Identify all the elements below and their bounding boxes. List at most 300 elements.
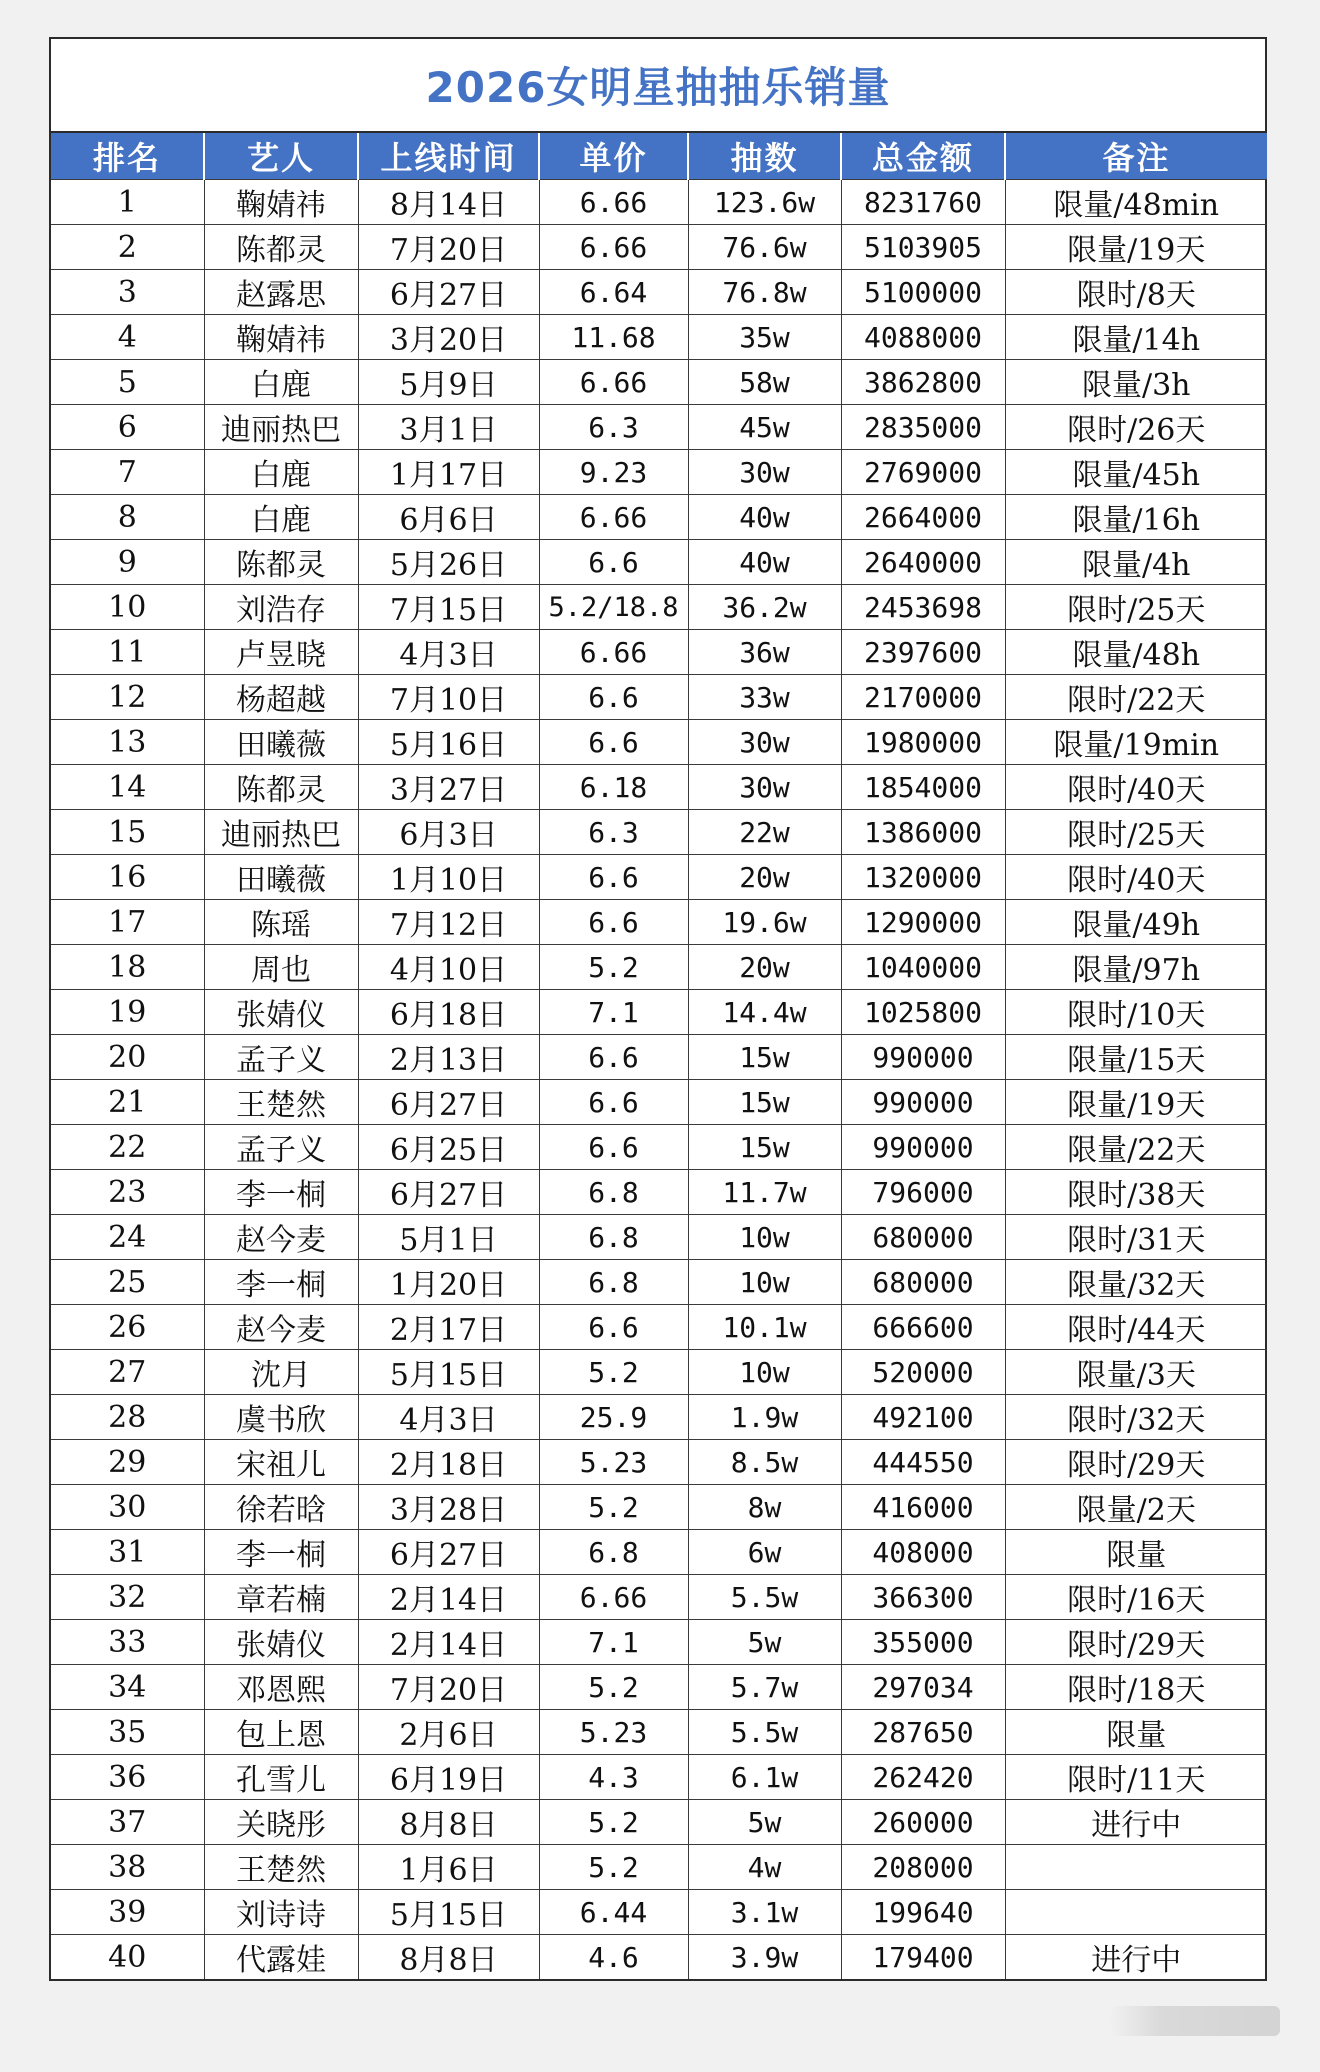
rank-cell: 17 <box>51 900 204 945</box>
draw-count-cell: 20w <box>688 855 841 900</box>
table-row <box>51 1710 1267 1755</box>
draw-count-cell: 10w <box>688 1350 841 1395</box>
unit-price-cell: 4.3 <box>539 1755 688 1800</box>
draw-count-cell: 6w <box>688 1530 841 1575</box>
artist-cell: 赵今麦 <box>204 1305 358 1350</box>
rank-cell: 37 <box>51 1800 204 1845</box>
launch-date-cell: 2月17日 <box>358 1305 539 1350</box>
note-cell: 限时/40天 <box>1005 855 1267 900</box>
artist-cell: 李一桐 <box>204 1260 358 1305</box>
launch-date-cell: 1月6日 <box>358 1845 539 1890</box>
unit-price-cell: 6.8 <box>539 1530 688 1575</box>
artist-cell: 李一桐 <box>204 1530 358 1575</box>
table-row <box>51 315 1267 360</box>
draw-count-cell: 8w <box>688 1485 841 1530</box>
artist-cell: 宋祖儿 <box>204 1440 358 1485</box>
rank-cell: 27 <box>51 1350 204 1395</box>
artist-cell: 徐若晗 <box>204 1485 358 1530</box>
launch-date-cell: 6月27日 <box>358 1170 539 1215</box>
unit-price-cell: 5.2 <box>539 1350 688 1395</box>
note-cell: 限量/48min <box>1005 180 1267 225</box>
rank-cell: 2 <box>51 225 204 270</box>
sales-table-sheet <box>49 37 1267 1981</box>
rank-cell: 3 <box>51 270 204 315</box>
unit-price-cell: 7.1 <box>539 1620 688 1665</box>
table-row <box>51 1215 1267 1260</box>
launch-date-cell: 5月16日 <box>358 720 539 765</box>
artist-cell: 周也 <box>204 945 358 990</box>
note-cell: 限量 <box>1005 1530 1267 1575</box>
rank-cell: 7 <box>51 450 204 495</box>
table-row <box>51 405 1267 450</box>
total-amount-cell: 8231760 <box>841 180 1005 225</box>
launch-date-cell: 6月25日 <box>358 1125 539 1170</box>
rank-cell: 8 <box>51 495 204 540</box>
unit-price-cell: 9.23 <box>539 450 688 495</box>
launch-date-cell: 2月18日 <box>358 1440 539 1485</box>
draw-count-cell: 45w <box>688 405 841 450</box>
launch-date-cell: 2月14日 <box>358 1620 539 1665</box>
total-amount-cell: 990000 <box>841 1125 1005 1170</box>
rank-cell: 25 <box>51 1260 204 1305</box>
total-amount-cell: 2664000 <box>841 495 1005 540</box>
note-cell: 限时/22天 <box>1005 675 1267 720</box>
draw-count-cell: 10.1w <box>688 1305 841 1350</box>
note-cell: 限时/29天 <box>1005 1440 1267 1485</box>
note-cell: 限量/2天 <box>1005 1485 1267 1530</box>
blurred-watermark <box>1110 2006 1280 2036</box>
artist-cell: 王楚然 <box>204 1080 358 1125</box>
artist-cell: 章若楠 <box>204 1575 358 1620</box>
artist-cell: 陈都灵 <box>204 540 358 585</box>
note-cell: 限时/8天 <box>1005 270 1267 315</box>
draw-count-cell: 58w <box>688 360 841 405</box>
unit-price-cell: 6.66 <box>539 495 688 540</box>
header-launch-date: 上线时间 <box>358 133 539 180</box>
total-amount-cell: 1320000 <box>841 855 1005 900</box>
artist-cell: 赵今麦 <box>204 1215 358 1260</box>
unit-price-cell: 6.8 <box>539 1260 688 1305</box>
draw-count-cell: 5.5w <box>688 1575 841 1620</box>
total-amount-cell: 1290000 <box>841 900 1005 945</box>
unit-price-cell: 5.2 <box>539 1800 688 1845</box>
unit-price-cell: 6.44 <box>539 1890 688 1935</box>
launch-date-cell: 2月13日 <box>358 1035 539 1080</box>
total-amount-cell: 444550 <box>841 1440 1005 1485</box>
note-cell: 限时/11天 <box>1005 1755 1267 1800</box>
draw-count-cell: 3.9w <box>688 1935 841 1980</box>
rank-cell: 23 <box>51 1170 204 1215</box>
rank-cell: 36 <box>51 1755 204 1800</box>
unit-price-cell: 6.6 <box>539 1080 688 1125</box>
table-row <box>51 270 1267 315</box>
note-cell: 限量/49h <box>1005 900 1267 945</box>
total-amount-cell: 680000 <box>841 1260 1005 1305</box>
rank-cell: 28 <box>51 1395 204 1440</box>
draw-count-cell: 5.5w <box>688 1710 841 1755</box>
table-row <box>51 1035 1267 1080</box>
total-amount-cell: 680000 <box>841 1215 1005 1260</box>
unit-price-cell: 5.23 <box>539 1440 688 1485</box>
total-amount-cell: 179400 <box>841 1935 1005 1980</box>
draw-count-cell: 8.5w <box>688 1440 841 1485</box>
note-cell: 进行中 <box>1005 1800 1267 1845</box>
launch-date-cell: 3月28日 <box>358 1485 539 1530</box>
table-row <box>51 1800 1267 1845</box>
total-amount-cell: 1040000 <box>841 945 1005 990</box>
artist-cell: 张婧仪 <box>204 1620 358 1665</box>
unit-price-cell: 25.9 <box>539 1395 688 1440</box>
unit-price-cell: 5.2 <box>539 1845 688 1890</box>
launch-date-cell: 7月15日 <box>358 585 539 630</box>
launch-date-cell: 6月18日 <box>358 990 539 1035</box>
rank-cell: 33 <box>51 1620 204 1665</box>
unit-price-cell: 6.6 <box>539 1035 688 1080</box>
artist-cell: 卢昱晓 <box>204 630 358 675</box>
launch-date-cell: 2月14日 <box>358 1575 539 1620</box>
rank-cell: 32 <box>51 1575 204 1620</box>
unit-price-cell: 5.2 <box>539 1485 688 1530</box>
launch-date-cell: 4月3日 <box>358 630 539 675</box>
table-title: 2026女明星抽抽乐销量 <box>51 39 1265 133</box>
draw-count-cell: 5w <box>688 1800 841 1845</box>
launch-date-cell: 1月10日 <box>358 855 539 900</box>
total-amount-cell: 2769000 <box>841 450 1005 495</box>
note-cell: 限时/25天 <box>1005 585 1267 630</box>
total-amount-cell: 1025800 <box>841 990 1005 1035</box>
table-row <box>51 1170 1267 1215</box>
rank-cell: 20 <box>51 1035 204 1080</box>
draw-count-cell: 15w <box>688 1125 841 1170</box>
unit-price-cell: 6.64 <box>539 270 688 315</box>
rank-cell: 34 <box>51 1665 204 1710</box>
artist-cell: 鞠婧祎 <box>204 315 358 360</box>
rank-cell: 35 <box>51 1710 204 1755</box>
rank-cell: 18 <box>51 945 204 990</box>
rank-cell: 6 <box>51 405 204 450</box>
artist-cell: 邓恩熙 <box>204 1665 358 1710</box>
total-amount-cell: 355000 <box>841 1620 1005 1665</box>
note-cell: 限量/45h <box>1005 450 1267 495</box>
header-artist: 艺人 <box>204 133 358 180</box>
total-amount-cell: 990000 <box>841 1035 1005 1080</box>
launch-date-cell: 3月20日 <box>358 315 539 360</box>
launch-date-cell: 5月9日 <box>358 360 539 405</box>
unit-price-cell: 5.2/18.8 <box>539 585 688 630</box>
unit-price-cell: 6.3 <box>539 405 688 450</box>
artist-cell: 迪丽热巴 <box>204 810 358 855</box>
launch-date-cell: 4月3日 <box>358 1395 539 1440</box>
sales-table <box>51 133 1267 1979</box>
table-row <box>51 495 1267 540</box>
total-amount-cell: 366300 <box>841 1575 1005 1620</box>
rank-cell: 29 <box>51 1440 204 1485</box>
draw-count-cell: 6.1w <box>688 1755 841 1800</box>
rank-cell: 1 <box>51 180 204 225</box>
launch-date-cell: 3月27日 <box>358 765 539 810</box>
table-body <box>51 180 1267 1980</box>
launch-date-cell: 7月12日 <box>358 900 539 945</box>
artist-cell: 张婧仪 <box>204 990 358 1035</box>
draw-count-cell: 11.7w <box>688 1170 841 1215</box>
table-row <box>51 225 1267 270</box>
total-amount-cell: 287650 <box>841 1710 1005 1755</box>
launch-date-cell: 1月20日 <box>358 1260 539 1305</box>
rank-cell: 22 <box>51 1125 204 1170</box>
note-cell: 限时/25天 <box>1005 810 1267 855</box>
draw-count-cell: 22w <box>688 810 841 855</box>
note-cell: 限时/38天 <box>1005 1170 1267 1215</box>
table-row <box>51 720 1267 765</box>
rank-cell: 16 <box>51 855 204 900</box>
artist-cell: 田曦薇 <box>204 855 358 900</box>
unit-price-cell: 11.68 <box>539 315 688 360</box>
note-cell: 限时/31天 <box>1005 1215 1267 1260</box>
launch-date-cell: 7月10日 <box>358 675 539 720</box>
draw-count-cell: 15w <box>688 1080 841 1125</box>
draw-count-cell: 10w <box>688 1260 841 1305</box>
header-unit-price: 单价 <box>539 133 688 180</box>
note-cell: 限量/19min <box>1005 720 1267 765</box>
total-amount-cell: 666600 <box>841 1305 1005 1350</box>
launch-date-cell: 1月17日 <box>358 450 539 495</box>
note-cell: 限时/10天 <box>1005 990 1267 1035</box>
rank-cell: 40 <box>51 1935 204 1980</box>
artist-cell: 陈都灵 <box>204 225 358 270</box>
draw-count-cell: 20w <box>688 945 841 990</box>
artist-cell: 孔雪儿 <box>204 1755 358 1800</box>
note-cell: 限量/3h <box>1005 360 1267 405</box>
note-cell: 限量/97h <box>1005 945 1267 990</box>
artist-cell: 田曦薇 <box>204 720 358 765</box>
unit-price-cell: 6.66 <box>539 630 688 675</box>
total-amount-cell: 262420 <box>841 1755 1005 1800</box>
artist-cell: 刘浩存 <box>204 585 358 630</box>
artist-cell: 关晓彤 <box>204 1800 358 1845</box>
total-amount-cell: 199640 <box>841 1890 1005 1935</box>
total-amount-cell: 5103905 <box>841 225 1005 270</box>
draw-count-cell: 30w <box>688 720 841 765</box>
rank-cell: 21 <box>51 1080 204 1125</box>
total-amount-cell: 492100 <box>841 1395 1005 1440</box>
rank-cell: 38 <box>51 1845 204 1890</box>
artist-cell: 陈都灵 <box>204 765 358 810</box>
draw-count-cell: 36.2w <box>688 585 841 630</box>
launch-date-cell: 8月8日 <box>358 1800 539 1845</box>
launch-date-cell: 6月6日 <box>358 495 539 540</box>
table-row <box>51 1530 1267 1575</box>
table-row <box>51 900 1267 945</box>
draw-count-cell: 40w <box>688 540 841 585</box>
table-row <box>51 1620 1267 1665</box>
total-amount-cell: 2453698 <box>841 585 1005 630</box>
total-amount-cell: 2397600 <box>841 630 1005 675</box>
unit-price-cell: 6.3 <box>539 810 688 855</box>
draw-count-cell: 5w <box>688 1620 841 1665</box>
total-amount-cell: 416000 <box>841 1485 1005 1530</box>
launch-date-cell: 7月20日 <box>358 1665 539 1710</box>
rank-cell: 10 <box>51 585 204 630</box>
table-row <box>51 675 1267 720</box>
unit-price-cell: 6.66 <box>539 180 688 225</box>
artist-cell: 孟子义 <box>204 1125 358 1170</box>
total-amount-cell: 5100000 <box>841 270 1005 315</box>
draw-count-cell: 76.6w <box>688 225 841 270</box>
artist-cell: 包上恩 <box>204 1710 358 1755</box>
total-amount-cell: 208000 <box>841 1845 1005 1890</box>
launch-date-cell: 6月3日 <box>358 810 539 855</box>
table-row <box>51 1395 1267 1440</box>
header-draw-count: 抽数 <box>688 133 841 180</box>
table-row <box>51 180 1267 225</box>
unit-price-cell: 7.1 <box>539 990 688 1035</box>
launch-date-cell: 2月6日 <box>358 1710 539 1755</box>
table-row <box>51 540 1267 585</box>
launch-date-cell: 7月20日 <box>358 225 539 270</box>
note-cell <box>1005 1890 1267 1935</box>
draw-count-cell: 35w <box>688 315 841 360</box>
draw-count-cell: 30w <box>688 765 841 810</box>
total-amount-cell: 1854000 <box>841 765 1005 810</box>
unit-price-cell: 6.6 <box>539 540 688 585</box>
launch-date-cell: 5月1日 <box>358 1215 539 1260</box>
note-cell: 限量/22天 <box>1005 1125 1267 1170</box>
total-amount-cell: 297034 <box>841 1665 1005 1710</box>
note-cell: 限时/40天 <box>1005 765 1267 810</box>
note-cell: 限时/26天 <box>1005 405 1267 450</box>
note-cell: 限时/32天 <box>1005 1395 1267 1440</box>
note-cell: 限量/14h <box>1005 315 1267 360</box>
header-note: 备注 <box>1005 133 1267 180</box>
rank-cell: 24 <box>51 1215 204 1260</box>
launch-date-cell: 8月8日 <box>358 1935 539 1980</box>
unit-price-cell: 6.6 <box>539 900 688 945</box>
artist-cell: 陈瑶 <box>204 900 358 945</box>
draw-count-cell: 4w <box>688 1845 841 1890</box>
launch-date-cell: 5月26日 <box>358 540 539 585</box>
artist-cell: 刘诗诗 <box>204 1890 358 1935</box>
total-amount-cell: 796000 <box>841 1170 1005 1215</box>
launch-date-cell: 6月19日 <box>358 1755 539 1800</box>
note-cell: 限时/44天 <box>1005 1305 1267 1350</box>
table-row <box>51 1305 1267 1350</box>
rank-cell: 14 <box>51 765 204 810</box>
note-cell: 限量/48h <box>1005 630 1267 675</box>
rank-cell: 5 <box>51 360 204 405</box>
total-amount-cell: 2835000 <box>841 405 1005 450</box>
note-cell: 限量/16h <box>1005 495 1267 540</box>
table-row <box>51 1755 1267 1800</box>
total-amount-cell: 260000 <box>841 1800 1005 1845</box>
table-row <box>51 450 1267 495</box>
table-row <box>51 1665 1267 1710</box>
note-cell <box>1005 1845 1267 1890</box>
total-amount-cell: 1980000 <box>841 720 1005 765</box>
table-row <box>51 585 1267 630</box>
note-cell: 限量 <box>1005 1710 1267 1755</box>
unit-price-cell: 6.66 <box>539 1575 688 1620</box>
note-cell: 限量/32天 <box>1005 1260 1267 1305</box>
rank-cell: 15 <box>51 810 204 855</box>
launch-date-cell: 6月27日 <box>358 1080 539 1125</box>
launch-date-cell: 6月27日 <box>358 1530 539 1575</box>
note-cell: 限量/19天 <box>1005 1080 1267 1125</box>
unit-price-cell: 6.6 <box>539 675 688 720</box>
rank-cell: 19 <box>51 990 204 1035</box>
table-row <box>51 1485 1267 1530</box>
unit-price-cell: 6.66 <box>539 360 688 405</box>
launch-date-cell: 4月10日 <box>358 945 539 990</box>
table-row <box>51 1575 1267 1620</box>
unit-price-cell: 4.6 <box>539 1935 688 1980</box>
artist-cell: 虞书欣 <box>204 1395 358 1440</box>
table-row <box>51 855 1267 900</box>
draw-count-cell: 30w <box>688 450 841 495</box>
table-row <box>51 1890 1267 1935</box>
rank-cell: 9 <box>51 540 204 585</box>
artist-cell: 王楚然 <box>204 1845 358 1890</box>
unit-price-cell: 5.23 <box>539 1710 688 1755</box>
total-amount-cell: 3862800 <box>841 360 1005 405</box>
launch-date-cell: 6月27日 <box>358 270 539 315</box>
unit-price-cell: 6.18 <box>539 765 688 810</box>
total-amount-cell: 2640000 <box>841 540 1005 585</box>
note-cell: 限量/3天 <box>1005 1350 1267 1395</box>
unit-price-cell: 6.8 <box>539 1215 688 1260</box>
artist-cell: 杨超越 <box>204 675 358 720</box>
unit-price-cell: 5.2 <box>539 1665 688 1710</box>
launch-date-cell: 8月14日 <box>358 180 539 225</box>
draw-count-cell: 33w <box>688 675 841 720</box>
unit-price-cell: 5.2 <box>539 945 688 990</box>
draw-count-cell: 1.9w <box>688 1395 841 1440</box>
total-amount-cell: 520000 <box>841 1350 1005 1395</box>
rank-cell: 11 <box>51 630 204 675</box>
header-rank: 排名 <box>51 133 204 180</box>
table-row <box>51 1845 1267 1890</box>
note-cell: 进行中 <box>1005 1935 1267 1980</box>
table-row <box>51 765 1267 810</box>
unit-price-cell: 6.66 <box>539 225 688 270</box>
rank-cell: 26 <box>51 1305 204 1350</box>
launch-date-cell: 5月15日 <box>358 1350 539 1395</box>
artist-cell: 迪丽热巴 <box>204 405 358 450</box>
note-cell: 限时/18天 <box>1005 1665 1267 1710</box>
table-row <box>51 1440 1267 1485</box>
draw-count-cell: 19.6w <box>688 900 841 945</box>
note-cell: 限时/29天 <box>1005 1620 1267 1665</box>
rank-cell: 39 <box>51 1890 204 1935</box>
header-total-amount: 总金额 <box>841 133 1005 180</box>
unit-price-cell: 6.6 <box>539 1125 688 1170</box>
total-amount-cell: 2170000 <box>841 675 1005 720</box>
table-row <box>51 630 1267 675</box>
unit-price-cell: 6.6 <box>539 1305 688 1350</box>
draw-count-cell: 5.7w <box>688 1665 841 1710</box>
artist-cell: 沈月 <box>204 1350 358 1395</box>
rank-cell: 13 <box>51 720 204 765</box>
table-row <box>51 1125 1267 1170</box>
artist-cell: 鞠婧祎 <box>204 180 358 225</box>
artist-cell: 孟子义 <box>204 1035 358 1080</box>
artist-cell: 白鹿 <box>204 495 358 540</box>
draw-count-cell: 76.8w <box>688 270 841 315</box>
rank-cell: 12 <box>51 675 204 720</box>
launch-date-cell: 3月1日 <box>358 405 539 450</box>
unit-price-cell: 6.8 <box>539 1170 688 1215</box>
artist-cell: 代露娃 <box>204 1935 358 1980</box>
draw-count-cell: 14.4w <box>688 990 841 1035</box>
